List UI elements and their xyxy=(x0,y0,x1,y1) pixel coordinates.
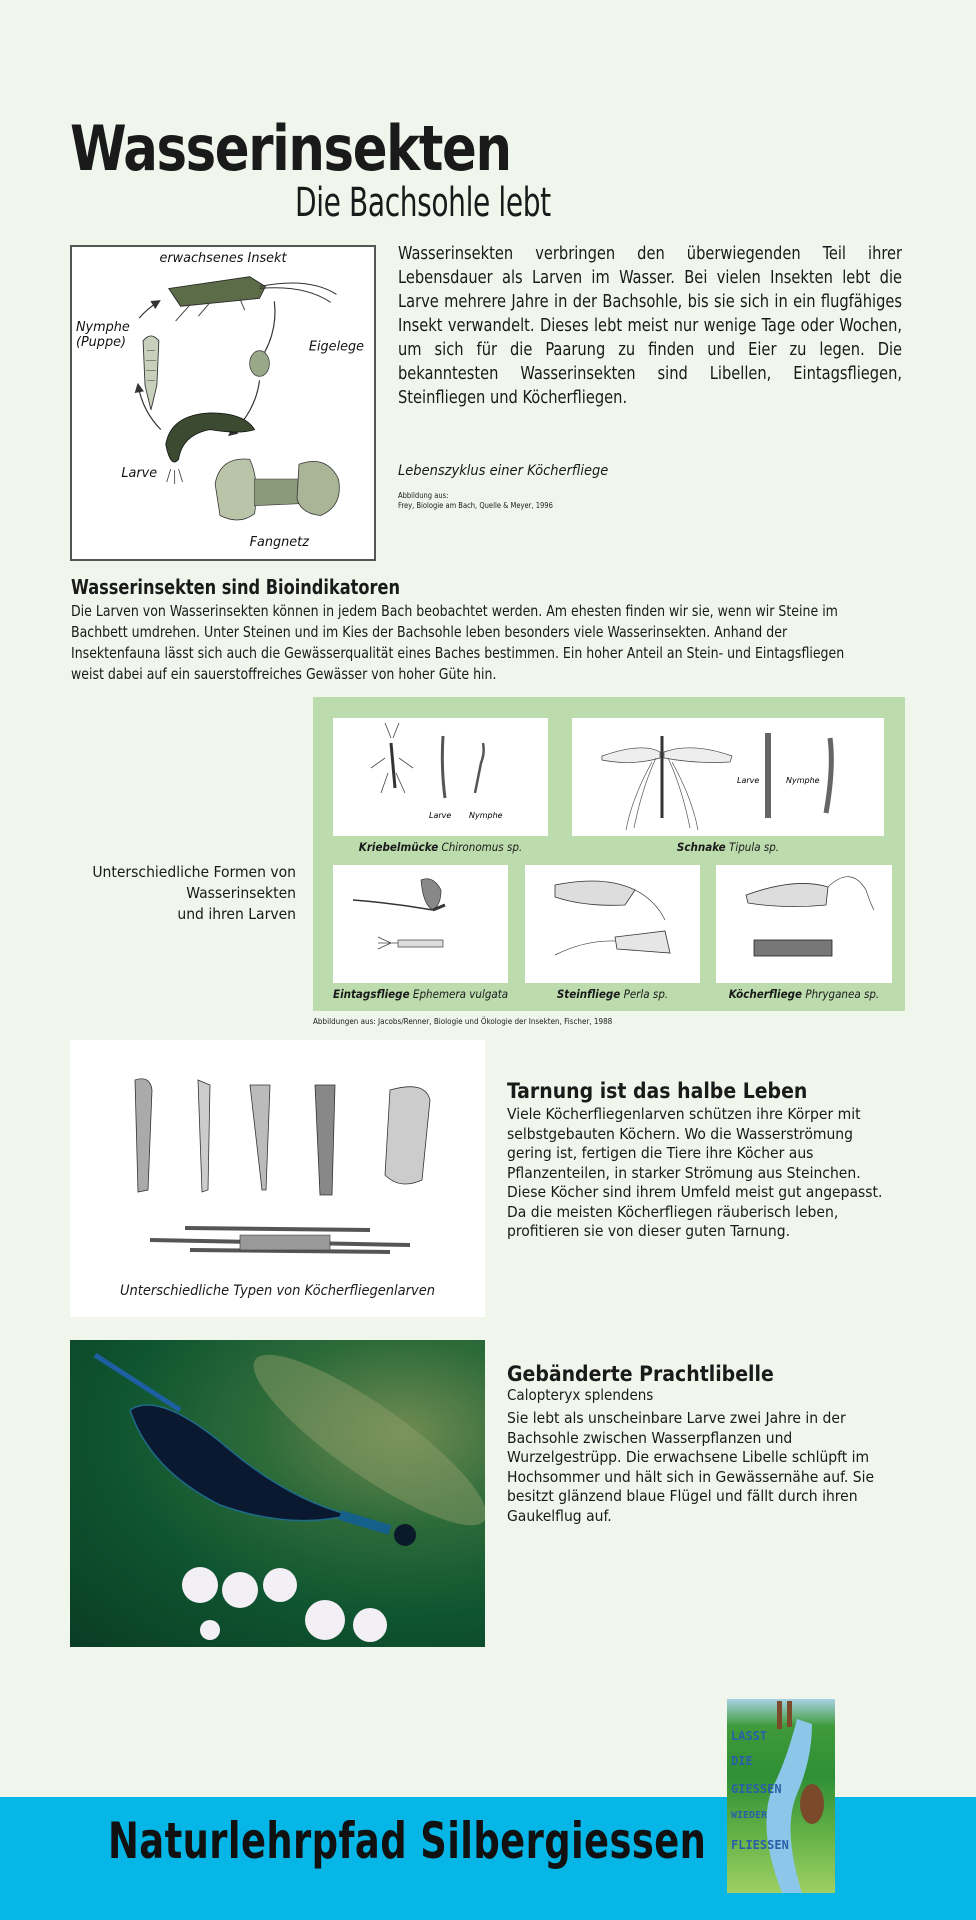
forms-label-line-3: und ihren Larven xyxy=(177,905,296,923)
credit-line-2: Frey, Biologie am Bach, Quelle & Meyer, 1996 xyxy=(398,501,553,510)
life-cycle-illustration xyxy=(72,247,374,559)
caddis-cases-illustration xyxy=(70,1040,485,1270)
insect-card-koecherfliege xyxy=(716,865,892,983)
insect-caption-schnake xyxy=(572,840,884,854)
insect-card-eintagsfliege xyxy=(333,865,508,983)
forms-label-line-2: Wasserinsekten xyxy=(186,884,296,902)
footer-title: Naturlehrpfad Silbergiessen xyxy=(108,1812,707,1870)
forms-label xyxy=(60,862,296,925)
adult-insect-icon xyxy=(169,277,337,321)
page-subtitle: Die Bachsohle lebt xyxy=(295,180,551,226)
arrow-nymph-to-adult xyxy=(139,301,159,318)
common-name: Steinfliege xyxy=(556,987,621,1001)
latin-name: Phryganea sp. xyxy=(805,987,880,1001)
caddis-case xyxy=(754,940,832,956)
label-pupa: (Puppe) xyxy=(75,334,127,350)
label-nymph-2: Nymphe xyxy=(786,776,820,785)
common-name: Köcherfliege xyxy=(728,987,803,1001)
label-nymph: Nymphe xyxy=(75,319,130,335)
damselfly-illustration xyxy=(70,1340,485,1647)
label-adult: erwachsenes Insekt xyxy=(159,250,287,266)
poster-word-3: GIESSEN xyxy=(731,1782,782,1796)
label-larva-2: Larve xyxy=(737,776,760,785)
camouflage-paragraph: Viele Köcherfliegenlarven schützen ihre Körper mit selbstgebauten Köchern. Wo die Wasserströmung gering ist, fertigen die Tiere ihre Köcher aus Pflanzenteilen, in starker Strömung aus Steinchen. Diese Köcher sind ihrem Umfeld meist gut angepasst. Da die meisten Köcherfliegen räuberisch leben, profitieren sie von dieser guten Tarnung. xyxy=(507,1105,883,1240)
latin-name: Chironomus sp. xyxy=(441,840,523,854)
common-name: Eintagsfliege xyxy=(333,987,410,1001)
latin-name: Tipula sp. xyxy=(729,840,780,854)
forms-label-line-1: Unterschiedliche Formen von xyxy=(92,863,296,881)
life-cycle-credit xyxy=(398,491,553,511)
kriebelmuecke-illustration xyxy=(333,718,548,836)
intro-paragraph: Wasserinsekten verbringen den überwiegenden Teil ihrer Lebensdauer als Larven im Wasser. Bei vielen Insekten lebt die Larve mehrere Jahre in der Bachsohle, bis sie sich in ein flugfähiges Insekt verwandelt. Dieses lebt meist nur wenige Tage oder Wochen, um sich für die Paarung zu finden und Eier zu legen. Die bekanntesten Wasserinsekten sind Libellen, Eintagsfliegen, Steinfliegen und Köcherfliegen. xyxy=(398,244,903,408)
life-cycle-figure xyxy=(70,245,376,561)
credit-line-1: Abbildung aus: xyxy=(398,491,449,500)
bioindicators-paragraph: Die Larven von Wasserinsekten können in jedem Bach beobachtet werden. Am ehesten finden wir sie, wenn wir Steine im Bachbett umdrehen. Unter Steinen und im Kies der Bachsohle leben besonders viele Wasserinsekten. Anhand der Insektenfauna lässt sich auch die Gewässerqualität eines Baches bestimmen. Ein hoher Anteil an Stein- und Eintagsfliegen weist dabei auf ein sauerstoffreiches Gewässer von hoher Güte hin. xyxy=(71,602,845,683)
bioindicators-heading: Wasserinsekten sind Bioindikatoren xyxy=(71,575,401,599)
damselfly-paragraph: Sie lebt als unscheinbare Larve zwei Jahre in der Bachsohle zwischen Wasserpflanzen und Wurzelgestrüpp. Die erwachsene Libelle schlüpft im Hochsommer und hält sich in Gewässernähe auf. Sie besitzt glänzend blaue Flügel und fällt durch ihren Gaukelflug auf. xyxy=(507,1409,875,1525)
insect-caption-eintagsfliege xyxy=(333,987,508,1001)
label-eggs: Eigelege xyxy=(308,339,365,355)
egg-cluster-icon xyxy=(250,351,270,377)
insect-panel-credit: Abbildungen aus: Jacobs/Renner, Biologie und Ökologie der Insekten, Fischer, 1988 xyxy=(313,1017,613,1026)
damselfly-heading: Gebänderte Prachtlibelle xyxy=(507,1362,774,1386)
insect-caption-steinfliege xyxy=(525,987,700,1001)
label-nymph-1: Nymphe xyxy=(469,811,503,820)
poster-word-5: FLIESSEN xyxy=(731,1838,789,1852)
poster-image xyxy=(727,1699,835,1893)
poster-word-1: LASST xyxy=(731,1729,768,1743)
damselfly-latin-name: Calopteryx splendens xyxy=(507,1386,654,1404)
insect-forms-panel xyxy=(313,697,905,1011)
eintagsfliege-illustration xyxy=(333,865,508,983)
common-name: Kriebelmücke xyxy=(358,840,439,854)
damselfly-photo xyxy=(70,1340,485,1647)
nymph-icon xyxy=(143,336,159,410)
insect-card-steinfliege xyxy=(525,865,700,983)
page-title: Wasserinsekten xyxy=(70,112,511,185)
camouflage-section xyxy=(507,1079,897,1242)
poster-word-2: DIE xyxy=(731,1754,753,1768)
schnake-illustration xyxy=(572,718,884,836)
insect-card-schnake xyxy=(572,718,884,836)
label-net: Fangnetz xyxy=(249,535,309,551)
poster-word-4: WIEDER xyxy=(731,1810,768,1821)
insect-caption-koecherfliege xyxy=(716,987,892,1001)
common-name: Schnake xyxy=(676,840,726,854)
life-cycle-caption: Lebenszyklus einer Köcherfliege xyxy=(398,463,609,479)
caddis-cases-figure xyxy=(70,1040,485,1317)
label-larva-1: Larve xyxy=(429,811,452,820)
capture-net-icon xyxy=(215,459,339,520)
damselfly-section xyxy=(507,1362,897,1526)
caddis-cases-caption: Unterschiedliche Typen von Köcherfliegenlarven xyxy=(119,1283,436,1299)
camouflage-heading: Tarnung ist das halbe Leben xyxy=(507,1079,808,1103)
insect-card-kriebelmuecke xyxy=(333,718,548,836)
label-larva: Larve xyxy=(121,466,158,482)
insect-caption-kriebelmuecke xyxy=(333,840,548,854)
latin-name: Perla sp. xyxy=(623,987,669,1001)
koecherfliege-illustration xyxy=(716,865,892,983)
steinfliege-illustration xyxy=(525,865,700,983)
latin-name: Ephemera vulgata xyxy=(412,987,509,1001)
